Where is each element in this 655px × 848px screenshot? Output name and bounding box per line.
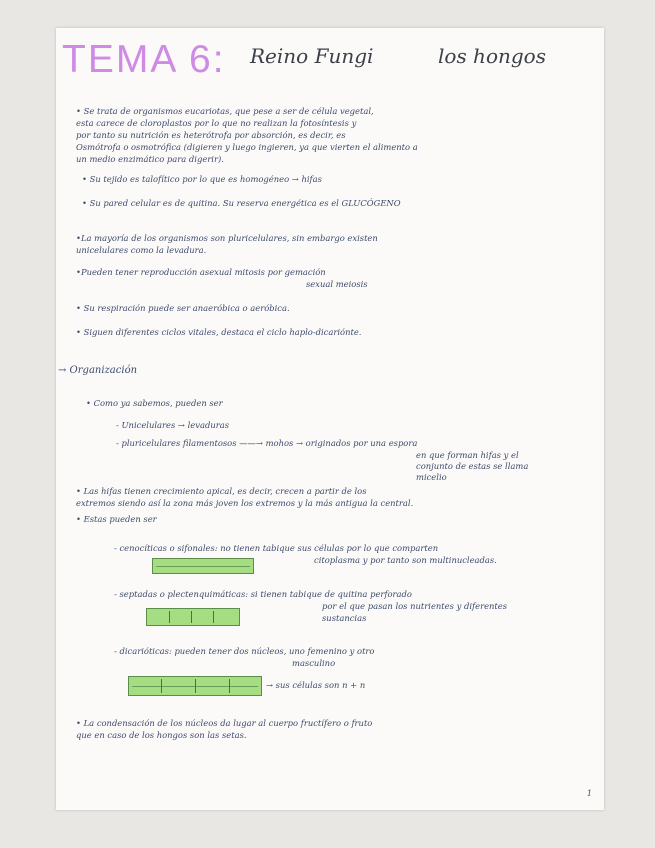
- dikaryotic-hypha-drawing: [128, 676, 262, 696]
- dikaryotic-line-3: → sus células son n + n: [266, 680, 366, 690]
- intro-line-7: • Su pared celular es de quitina. Su reserva energética es el GLUCÓGENO: [82, 198, 401, 208]
- dikaryotic-line-1: - dicarióticas: pueden tener dos núcleos, uno femenino y otro: [114, 646, 375, 656]
- intro-line-13: • Siguen diferentes ciclos vitales, destaca el ciclo haplo-dicariónte.: [76, 327, 362, 337]
- type-multicellular-cont-3: micelio: [416, 472, 447, 482]
- intro-line-2: esta carece de cloroplastos por lo que no realizan la fotosíntesis y: [76, 118, 357, 128]
- organization-heading: → Organización: [58, 365, 138, 376]
- septate-hypha-drawing: [146, 608, 240, 626]
- page-number: 1: [586, 789, 592, 798]
- growth-line-2: extremos siendo así la zona más joven los extremos y la más antigua la central.: [76, 498, 414, 508]
- cenocitic-line-1: - cenocíticas o sifonales: no tienen tabique sus células por lo que comparten: [114, 543, 439, 553]
- septate-line-1: - septadas o plectenquimáticas: si tienen tabique de quitina perforado: [114, 589, 412, 599]
- cenocitic-hypha-drawing: [152, 558, 254, 574]
- intro-line-8: •La mayoría de los organismos son pluricelulares, sin embargo existen: [76, 233, 378, 243]
- dikaryotic-line-2: masculino: [292, 658, 336, 668]
- conclusion-line-1: • La condensación de los núcleos da lugar al cuerpo fructífero o fruto: [76, 718, 373, 728]
- septum: [195, 679, 196, 693]
- organization-intro: • Como ya sabemos, pueden ser: [86, 398, 223, 408]
- page-title: TEMA 6:: [62, 38, 226, 81]
- septum: [191, 611, 192, 623]
- type-multicellular-cont-1: en que forman hifas y el: [416, 450, 519, 460]
- growth-line-1: • Las hifas tienen crecimiento apical, es decir, crecen a partir de los: [76, 486, 367, 496]
- septate-line-2: por el que pasan los nutrientes y diferentes: [322, 601, 508, 611]
- septum: [169, 611, 170, 623]
- hypha-midline: [156, 566, 250, 567]
- intro-line-10: •Pueden tener reproducción asexual mitosis por gemación: [76, 267, 326, 277]
- type-multicellular-cont-2: conjunto de estas se llama: [416, 461, 529, 471]
- can-be-line: • Estas pueden ser: [76, 514, 157, 524]
- intro-line-5: un medio enzimático para digerir).: [76, 154, 224, 164]
- type-unicellular: - Unicelulares → levaduras: [116, 420, 230, 430]
- septum: [213, 611, 214, 623]
- conclusion-line-2: que en caso de los hongos son las setas.: [76, 730, 247, 740]
- septate-line-3: sustancias: [322, 613, 367, 623]
- cenocitic-line-2: citoplasma y por tanto son multinucleadas.: [314, 555, 497, 565]
- intro-line-1: • Se trata de organismos eucariotas, que pese a ser de célula vegetal,: [76, 106, 374, 116]
- page-subtitle-secondary: los hongos: [438, 44, 546, 68]
- septum: [161, 679, 162, 693]
- intro-line-4: Osmótrofa o osmotrófica (digieren y luego ingieren, ya que vierten el alimento a: [76, 142, 418, 152]
- intro-line-6: • Su tejido es talofítico por lo que es homogéneo → hifas: [82, 174, 322, 184]
- intro-line-12: • Su respiración puede ser anaeróbica o aeróbica.: [76, 303, 290, 313]
- intro-line-11: sexual meiosis: [306, 279, 368, 289]
- intro-line-9: unicelulares como la levadura.: [76, 245, 207, 255]
- septum: [229, 679, 230, 693]
- notebook-page: [56, 28, 604, 810]
- intro-line-3: por tanto su nutrición es heterótrofa por absorción, es decir, es: [76, 130, 346, 140]
- type-multicellular: - pluricelulares filamentosos ——→ mohos → originados por una espora: [116, 438, 418, 448]
- page-subtitle: Reino Fungi: [250, 44, 374, 68]
